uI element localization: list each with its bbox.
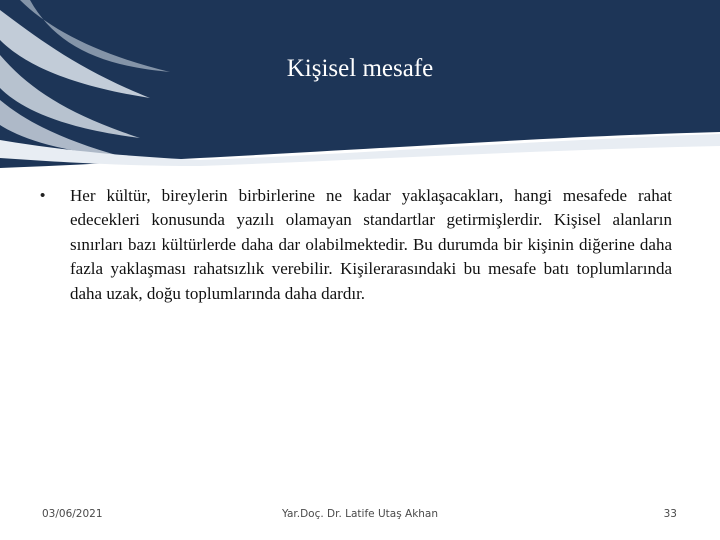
footer-page-number: 33 — [663, 508, 677, 520]
bullet-icon: • — [40, 187, 46, 204]
slide-content — [40, 184, 672, 306]
footer-date: 03/06/2021 — [42, 508, 103, 520]
slide-title: Kişisel mesafe — [286, 55, 434, 82]
footer-author: Yar.Doç. Dr. Latife Utaş Akhan — [281, 508, 439, 520]
bullet-text: Her kültür, bireylerin birbirlerine ne kadar yaklaşacakları, hangi mesafede rahat edecekleri konusunda yazılı olamayan standartlar getirmişlerdir. Kişisel alanların sınırları bazı kültürlerde daha dar olabilmektedir. Bu durumda bir kişinin diğerine daha fazla yaklaşması rahatsızlık verebilir. Kişilerarasındaki bu mesafe batı toplumlarında daha uzak, doğu toplumlarında daha dardır. — [70, 186, 672, 303]
bullet-item — [40, 184, 672, 306]
